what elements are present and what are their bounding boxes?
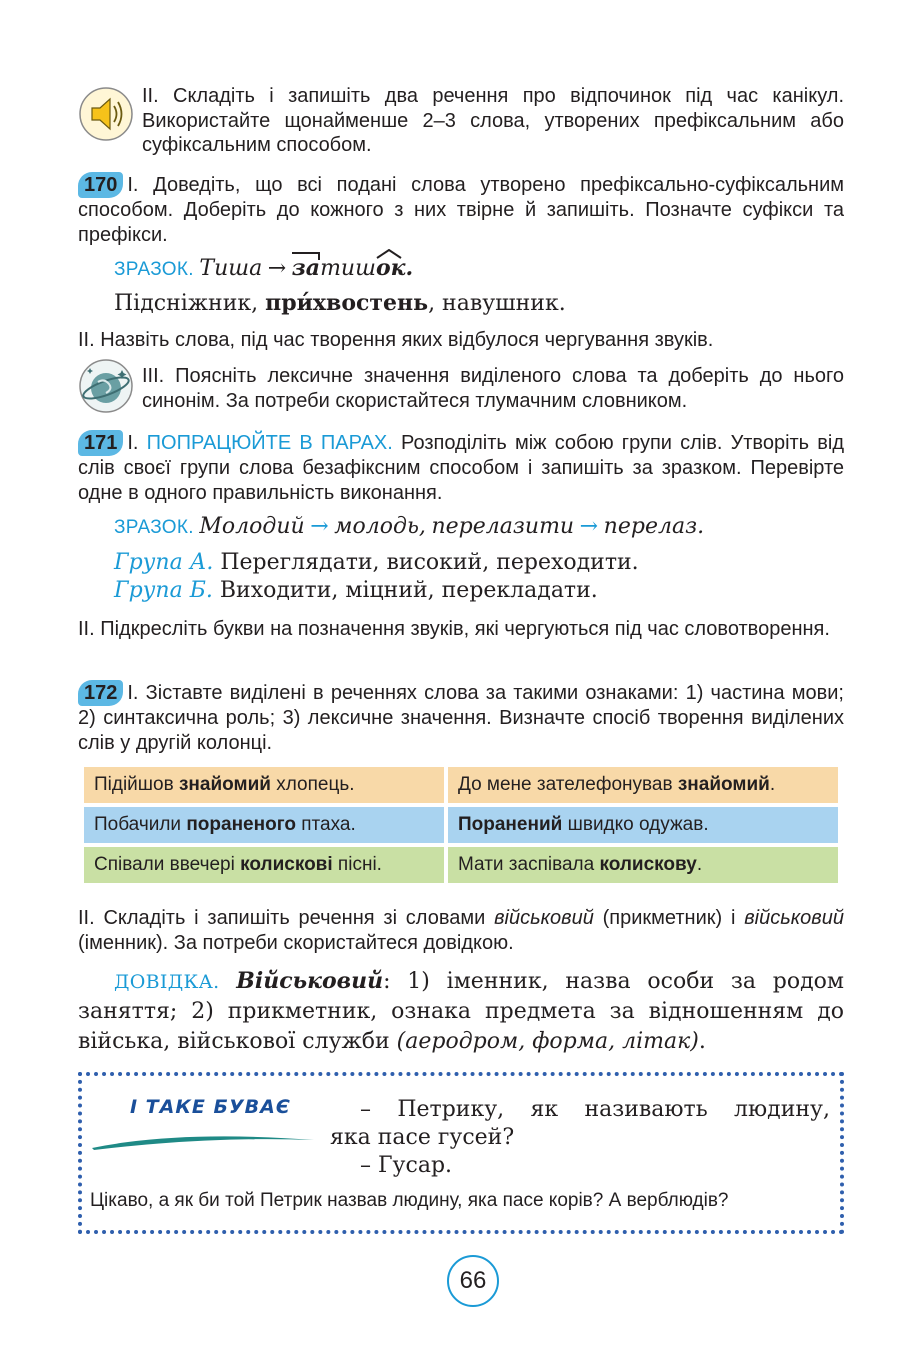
comparison-table <box>80 763 842 887</box>
table-cell: Співали ввечері колискові пісні. <box>84 847 444 883</box>
fun-fact-question: Цікаво, а як би той Петрик назвав людину, яка пасе корів? А верблюдів? <box>90 1190 729 1211</box>
exercise-number-172: 172 <box>78 680 123 706</box>
table-cell: Мати заспівала колискову. <box>448 847 838 883</box>
word-prefix: за <box>292 255 320 281</box>
table-row <box>84 807 838 843</box>
reference-note: ДОВІДКА. Військовий: 1) іменник, назва особи за родом заняття; 2) прикметник, ознака предмета за відношенням до війська, військової служби (аеродром, форма, літак). <box>78 968 844 1054</box>
exercise-number-171: 171 <box>78 430 123 456</box>
word-suffix: ок <box>376 255 406 281</box>
exercise-172-task1: 172 I. Зіставте виділені в реченнях слова за такими ознаками: 1) частина мови; 2) синтаксична роль; 3) лексичне значення. Визначте спосіб творення виділених слів у другій колонці. <box>78 682 844 754</box>
exercise-number-170: 170 <box>78 172 123 198</box>
exercise-171-task2: II. Підкресліть букви на позначення звуків, які чергуються під час словотворення. <box>78 618 830 640</box>
exercise-170-task1: 170 I. Доведіть, що всі подані слова утворено префіксально-суфіксальним способом. Доберіть до кожного з них твірне й запишіть. Позначте суфікси та префікси. <box>78 174 844 246</box>
fun-fact-title: І ТАКЕ БУВАЄ <box>130 1096 291 1118</box>
table-cell: Підійшов знайомий хлопець. <box>84 767 444 803</box>
exercise-170-task2: II. Назвіть слова, під час творення яких відбулося чергування звуків. <box>78 329 714 351</box>
task-prev-part2: II. Складіть і запишіть два речення про відпочинок під час канікул. Використайте щонайменше 2–3 слова, утворених префіксальним або суфіксальним способом. <box>142 85 844 156</box>
dialogue: – Петрику, як називають людину, яка пасе гусей? – Гусар. <box>330 1097 830 1178</box>
exercise-170-words: Підсніжник, прихвостень, навушник. <box>114 290 566 316</box>
table-cell: Побачили пораненого птаха. <box>84 807 444 843</box>
group-a: Група А. Переглядати, високий, переходити. <box>114 550 639 575</box>
exercise-170-task3: III. Поясніть лексичне значення виділеного слова та доберіть до нього синонім. За потреби скористайтеся тлумачним словником. <box>142 365 844 412</box>
exercise-171-sample: ЗРАЗОК. Молодий → молодь, перелазити → перелаз. <box>114 514 705 539</box>
exercise-171-task1: 171 I. ПОПРАЦЮЙТЕ В ПАРАХ. Розподіліть між собою групи слів. Утворіть від слів своєї групи слова безафіксним способом і запишіть за зразком. Перевірте одне в одного правильність виконання. <box>78 432 844 504</box>
exercise-172-task2: II. Складіть і запишіть речення зі словами військовий (прикметник) і військовий (іменник). За потреби скористайтеся довідкою. <box>78 907 844 954</box>
table-row <box>84 847 838 883</box>
globe-icon <box>78 358 134 414</box>
swoosh-decoration <box>90 1128 316 1158</box>
page-number: 66 <box>447 1255 499 1307</box>
table-cell: До мене зателефонував знайомий. <box>448 767 838 803</box>
speaker-icon <box>78 86 134 142</box>
group-b: Група Б. Виходити, міцний, перекладати. <box>114 578 598 603</box>
exercise-170-sample: ЗРАЗОК. Тиша → за тишок . <box>114 255 413 281</box>
table-row <box>84 767 838 803</box>
table-cell: Поранений швидко одужав. <box>448 807 838 843</box>
highlighted-word: прихвостень <box>265 290 429 316</box>
